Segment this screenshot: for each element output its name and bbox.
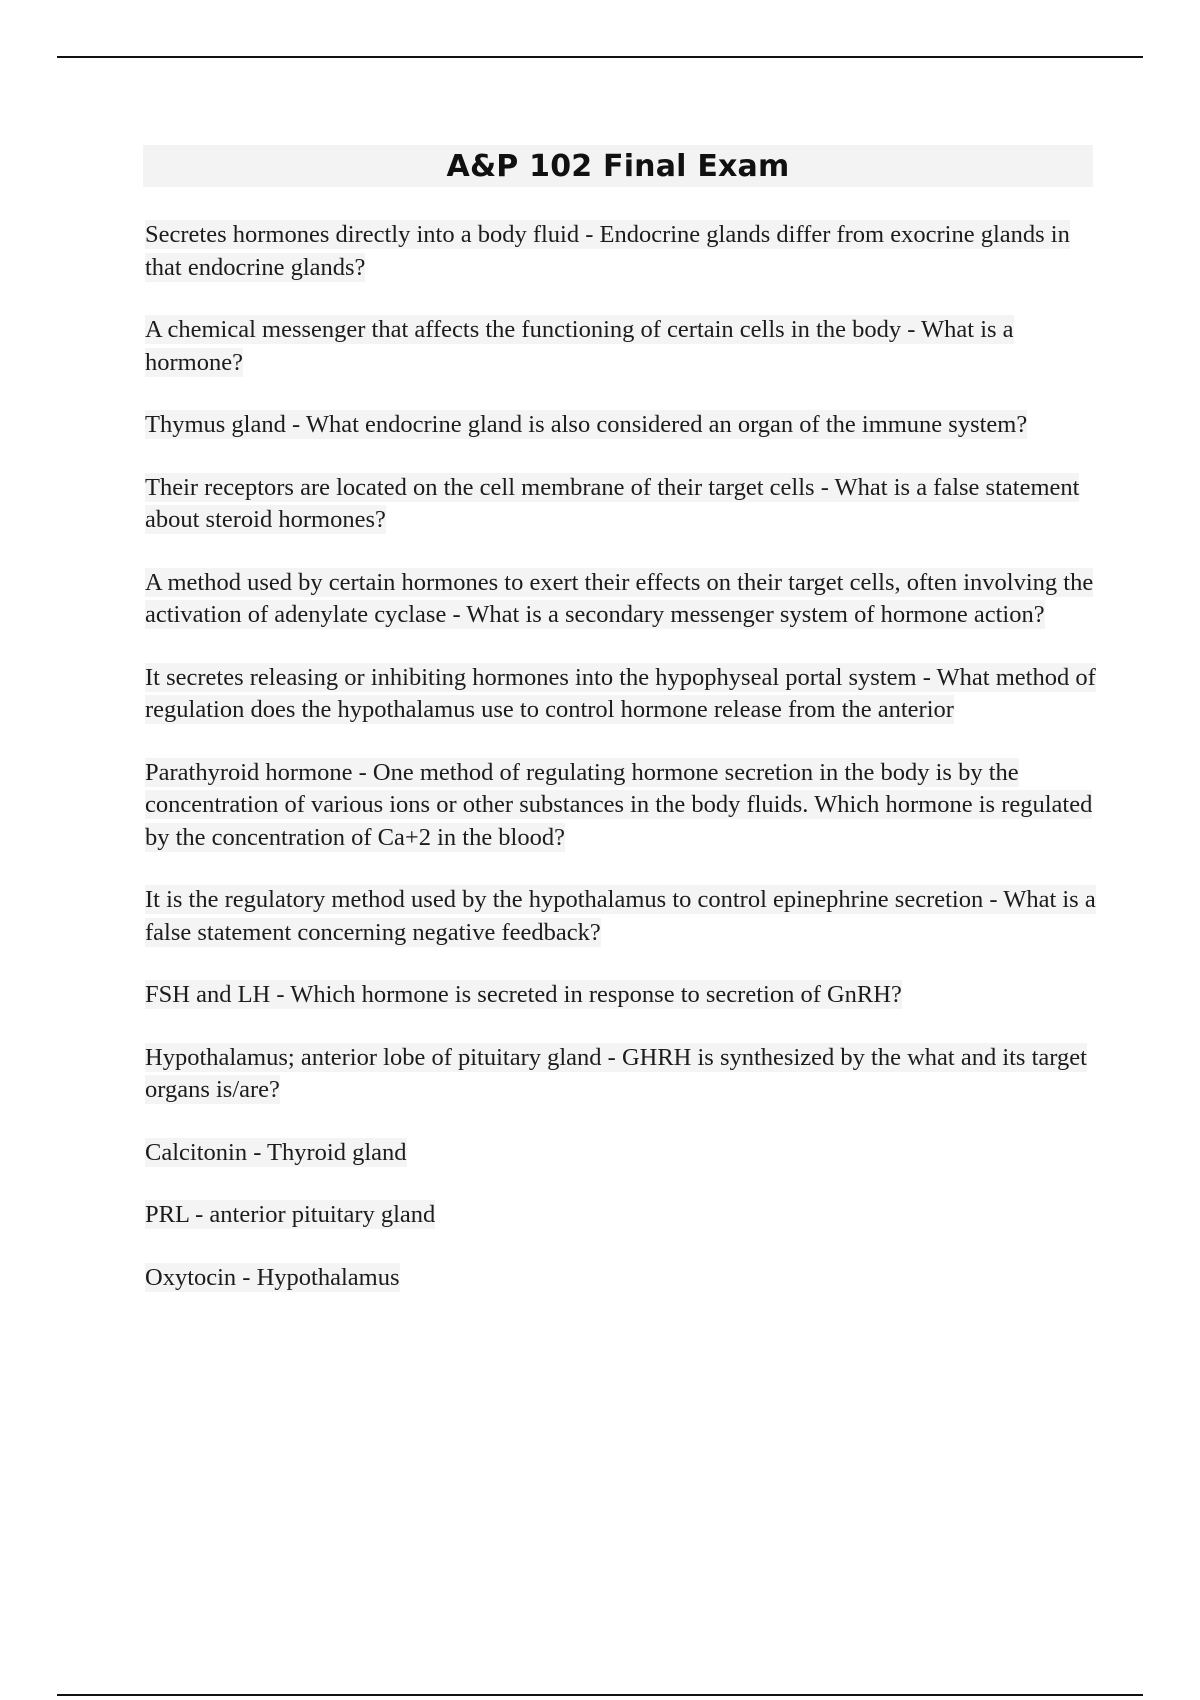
qa-text: Thymus gland - What endocrine gland is also considered an organ of the immune system?	[145, 411, 1028, 438]
qa-item	[145, 219, 1105, 284]
top-rule	[57, 56, 1143, 58]
qa-item	[145, 757, 1105, 855]
qa-text: Hypothalamus; anterior lobe of pituitary gland - GHRH is synthesized by the what and its target organs is/are?	[145, 1043, 1087, 1103]
qa-text: Their receptors are located on the cell membrane of their target cells - What is a false statement about steroid hormones?	[145, 473, 1080, 533]
bottom-rule	[57, 1694, 1143, 1696]
qa-item	[145, 409, 1105, 442]
qa-text: A chemical messenger that affects the functioning of certain cells in the body - What is a hormone?	[145, 316, 1014, 376]
qa-text: It is the regulatory method used by the hypothalamus to control epinephrine secretion - What is a false statement concerning negative feedback?	[145, 886, 1096, 946]
qa-text: Parathyroid hormone - One method of regulating hormone secretion in the body is by the concentration of various ions or other substances in the body fluids. Which hormone is regulated by the concentration of Ca+2 in the blood?	[145, 758, 1093, 851]
qa-item	[145, 314, 1105, 379]
qa-item	[145, 1199, 1105, 1232]
qa-item	[145, 1262, 1105, 1295]
qa-text: Calcitonin - Thyroid gland	[145, 1138, 407, 1166]
qa-list	[145, 219, 1105, 1324]
qa-item	[145, 472, 1105, 537]
qa-text: It secretes releasing or inhibiting hormones into the hypophyseal portal system - What method of regulation does the hypothalamus use to control hormone release from the anterior	[145, 663, 1096, 723]
qa-item	[145, 567, 1105, 632]
qa-item	[145, 662, 1105, 727]
qa-text: FSH and LH - Which hormone is secreted in response to secretion of GnRH?	[145, 981, 902, 1008]
qa-text: PRL - anterior pituitary gland	[145, 1201, 436, 1228]
qa-text: Oxytocin - Hypothalamus	[145, 1263, 400, 1291]
qa-item	[145, 1042, 1105, 1107]
qa-item	[145, 1137, 1105, 1170]
qa-text: A method used by certain hormones to exert their effects on their target cells, often involving the activation of adenylate cyclase - What is a secondary messenger system of hormone action?	[145, 568, 1094, 628]
qa-item	[145, 884, 1105, 949]
qa-item	[145, 979, 1105, 1012]
qa-text: Secretes hormones directly into a body fluid - Endocrine glands differ from exocrine glands in that endocrine glands?	[145, 221, 1070, 281]
page-title: A&P 102 Final Exam	[446, 148, 790, 184]
title-band	[143, 145, 1093, 187]
